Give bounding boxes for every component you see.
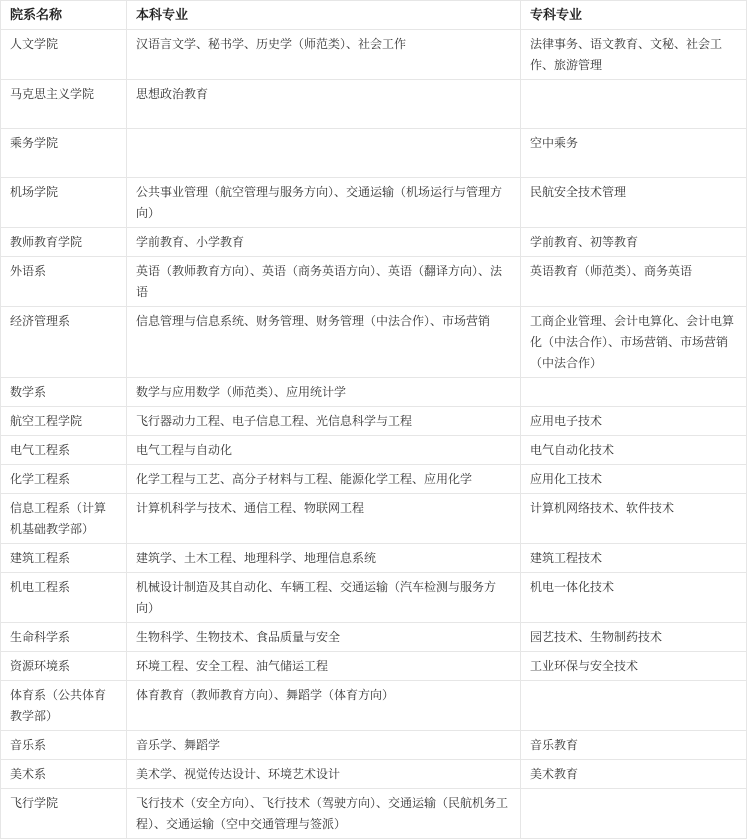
table-row [1,257,747,307]
table-row [1,30,747,80]
bachelor-majors-cell: 环境工程、安全工程、油气储运工程 [127,652,521,681]
associate-majors-cell: 学前教育、初等教育 [521,228,747,257]
bachelor-majors-cell: 飞行器动力工程、电子信息工程、光信息科学与工程 [127,407,521,436]
table-row [1,573,747,623]
associate-majors-cell: 工商企业管理、会计电算化、会计电算化（中法合作）、市场营销、市场营销（中法合作） [521,307,747,378]
table-row [1,623,747,652]
table-row [1,731,747,760]
department-cell: 美术系 [1,760,127,789]
table-row [1,681,747,731]
department-cell: 马克思主义学院 [1,80,127,129]
table-body [1,30,747,839]
department-cell: 外语系 [1,257,127,307]
header-associate-majors: 专科专业 [521,1,747,30]
bachelor-majors-cell: 机械设计制造及其自动化、车辆工程、交通运输（汽车检测与服务方向） [127,573,521,623]
associate-majors-cell: 应用化工技术 [521,465,747,494]
bachelor-majors-cell: 公共事业管理（航空管理与服务方向）、交通运输（机场运行与管理方向） [127,178,521,228]
department-cell: 机场学院 [1,178,127,228]
table-row [1,129,747,178]
bachelor-majors-cell: 体育教育（教师教育方向）、舞蹈学（体育方向） [127,681,521,731]
department-cell: 音乐系 [1,731,127,760]
bachelor-majors-cell: 生物科学、生物技术、食品质量与安全 [127,623,521,652]
bachelor-majors-cell: 信息管理与信息系统、财务管理、财务管理（中法合作）、市场营销 [127,307,521,378]
bachelor-majors-cell: 音乐学、舞蹈学 [127,731,521,760]
department-cell: 数学系 [1,378,127,407]
table-row [1,407,747,436]
associate-majors-cell: 民航安全技术管理 [521,178,747,228]
associate-majors-cell: 计算机网络技术、软件技术 [521,494,747,544]
associate-majors-cell: 电气自动化技术 [521,436,747,465]
bachelor-majors-cell: 汉语言文学、秘书学、历史学（师范类）、社会工作 [127,30,521,80]
bachelor-majors-cell: 计算机科学与技术、通信工程、物联网工程 [127,494,521,544]
associate-majors-cell: 建筑工程技术 [521,544,747,573]
header-row [1,1,747,30]
department-cell: 体育系（公共体育教学部） [1,681,127,731]
table-row [1,228,747,257]
associate-majors-cell [521,378,747,407]
department-cell: 电气工程系 [1,436,127,465]
table-row [1,760,747,789]
department-cell: 人文学院 [1,30,127,80]
associate-majors-cell: 英语教育（师范类）、商务英语 [521,257,747,307]
bachelor-majors-cell [127,129,521,178]
department-cell: 信息工程系（计算机基础教学部） [1,494,127,544]
department-cell: 机电工程系 [1,573,127,623]
department-cell: 航空工程学院 [1,407,127,436]
table-row [1,494,747,544]
associate-majors-cell: 空中乘务 [521,129,747,178]
associate-majors-cell [521,681,747,731]
associate-majors-cell: 法律事务、语文教育、文秘、社会工作、旅游管理 [521,30,747,80]
associate-majors-cell: 音乐教育 [521,731,747,760]
department-cell: 建筑工程系 [1,544,127,573]
associate-majors-cell: 美术教育 [521,760,747,789]
header-department: 院系名称 [1,1,127,30]
department-cell: 飞行学院 [1,789,127,839]
associate-majors-cell: 园艺技术、生物制药技术 [521,623,747,652]
department-cell: 资源环境系 [1,652,127,681]
department-cell: 教师教育学院 [1,228,127,257]
table-row [1,307,747,378]
table-row [1,652,747,681]
table-row [1,178,747,228]
table-row [1,378,747,407]
associate-majors-cell [521,80,747,129]
table-row [1,436,747,465]
bachelor-majors-cell: 思想政治教育 [127,80,521,129]
department-cell: 乘务学院 [1,129,127,178]
table-row [1,80,747,129]
table-row [1,465,747,494]
bachelor-majors-cell: 学前教育、小学教育 [127,228,521,257]
bachelor-majors-cell: 数学与应用数学（师范类）、应用统计学 [127,378,521,407]
bachelor-majors-cell: 化学工程与工艺、高分子材料与工程、能源化学工程、应用化学 [127,465,521,494]
department-cell: 经济管理系 [1,307,127,378]
associate-majors-cell: 工业环保与安全技术 [521,652,747,681]
table-row [1,544,747,573]
department-cell: 化学工程系 [1,465,127,494]
bachelor-majors-cell: 美术学、视觉传达设计、环境艺术设计 [127,760,521,789]
bachelor-majors-cell: 电气工程与自动化 [127,436,521,465]
bachelor-majors-cell: 建筑学、土木工程、地理科学、地理信息系统 [127,544,521,573]
header-bachelor-majors: 本科专业 [127,1,521,30]
bachelor-majors-cell: 英语（教师教育方向）、英语（商务英语方向）、英语（翻译方向）、法语 [127,257,521,307]
department-cell: 生命科学系 [1,623,127,652]
associate-majors-cell: 机电一体化技术 [521,573,747,623]
associate-majors-cell: 应用电子技术 [521,407,747,436]
bachelor-majors-cell: 飞行技术（安全方向）、飞行技术（驾驶方向）、交通运输（民航机务工程）、交通运输（空中交通管理与签派） [127,789,521,839]
